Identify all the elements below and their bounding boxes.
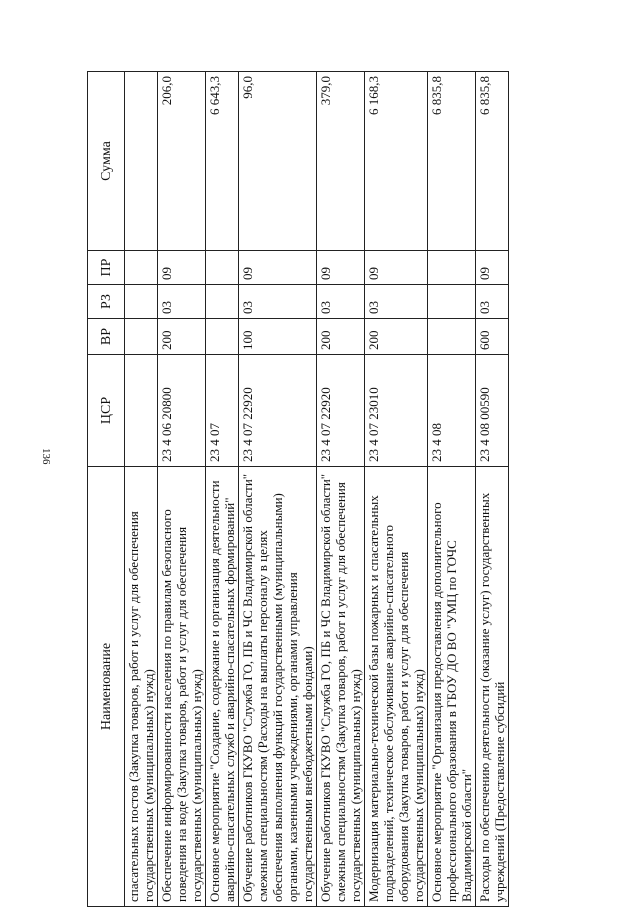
row-pr: 09 (158, 251, 206, 285)
table-row (365, 72, 428, 907)
row-sum: 6 643,3 (206, 72, 239, 251)
header-vr: ВР (88, 319, 125, 355)
row-csr: 23 4 06 20800 (158, 355, 206, 467)
row-rz: 03 (476, 285, 509, 319)
row-sum: 206,0 (158, 72, 206, 251)
row-sum (125, 72, 158, 251)
row-name: Обучение работников ГКУВО "Служба ГО, ПБ и ЧС Владимирской области" смежным специальностям (Расходы на выплаты персоналу в целях обеспечения выполнения функций государственными (муниципальными) органами, казенными учреждениями, органами управления государственными внебюджетными фондами) (239, 467, 317, 907)
table-row (239, 72, 317, 907)
table-row (476, 72, 509, 907)
row-vr: 100 (239, 319, 317, 355)
table-row (317, 72, 365, 907)
row-vr: 200 (158, 319, 206, 355)
row-rz (206, 285, 239, 319)
page-number: 136 (40, 448, 52, 465)
row-pr: 09 (239, 251, 317, 285)
header-csr: ЦСР (88, 355, 125, 467)
row-vr: 200 (365, 319, 428, 355)
row-name: спасательных постов (Закупка товаров, работ и услуг для обеспечения государственных (муниципальных) нужд) (125, 467, 158, 907)
budget-table (87, 71, 509, 907)
row-rz: 03 (239, 285, 317, 319)
row-vr: 600 (476, 319, 509, 355)
row-pr: 09 (476, 251, 509, 285)
row-csr: 23 4 07 22920 (317, 355, 365, 467)
row-rz: 03 (317, 285, 365, 319)
row-name: Обучение работников ГКУВО "Служба ГО, ПБ и ЧС Владимирской области" смежным специальностям (Закупка товаров, работ и услуг для обеспечения государственных (муниципальных) нужд) (317, 467, 365, 907)
row-pr (428, 251, 476, 285)
row-name: Обеспечение информированности населения по правилам безопасного поведения на воде (Закупка товаров, работ и услуг для обеспечения государственных (муниципальных) нужд) (158, 467, 206, 907)
row-rz (428, 285, 476, 319)
row-csr: 23 4 07 23010 (365, 355, 428, 467)
row-csr: 23 4 08 (428, 355, 476, 467)
row-name: Основное мероприятие "Организация предоставления дополнительного профессионального образования в ГБОУ ДО ВО "УМЦ по ГОЧС Владимирской области" (428, 467, 476, 907)
row-csr (125, 355, 158, 467)
header-sum: Сумма (88, 72, 125, 251)
header-pr: ПР (88, 251, 125, 285)
row-sum: 96,0 (239, 72, 317, 251)
row-rz: 03 (158, 285, 206, 319)
table-row (206, 72, 239, 907)
row-csr: 23 4 07 (206, 355, 239, 467)
row-pr: 09 (365, 251, 428, 285)
row-csr: 23 4 08 00590 (476, 355, 509, 467)
header-rz: РЗ (88, 285, 125, 319)
header-name: Наименование (88, 467, 125, 907)
row-rz: 03 (365, 285, 428, 319)
row-sum: 6 835,8 (428, 72, 476, 251)
row-sum: 6 835,8 (476, 72, 509, 251)
row-sum: 379,0 (317, 72, 365, 251)
row-pr (206, 251, 239, 285)
table-row (158, 72, 206, 907)
row-vr (125, 319, 158, 355)
table-row (428, 72, 476, 907)
row-rz (125, 285, 158, 319)
row-name: Расходы по обеспечению деятельности (оказание услуг) государственных учреждений (Предоставление субсидий (476, 467, 509, 907)
table-row (125, 72, 158, 907)
row-name: Основное мероприятие "Создание, содержание и организация деятельности аварийно-спасательных служб и аварийно-спасательных формирований" (206, 467, 239, 907)
table-header-row (88, 72, 125, 907)
row-pr (125, 251, 158, 285)
row-csr: 23 4 07 22920 (239, 355, 317, 467)
row-sum: 6 168,3 (365, 72, 428, 251)
row-vr (206, 319, 239, 355)
row-name: Модернизация материально-технической базы пожарных и спасательных подразделений, техническое обслуживание аварийно-спасательного оборудования (Закупка товаров, работ и услуг для обеспечения государственных (муниципальных) нужд) (365, 467, 428, 907)
row-vr (428, 319, 476, 355)
row-vr: 200 (317, 319, 365, 355)
row-pr: 09 (317, 251, 365, 285)
budget-table-sheet (87, 72, 612, 907)
